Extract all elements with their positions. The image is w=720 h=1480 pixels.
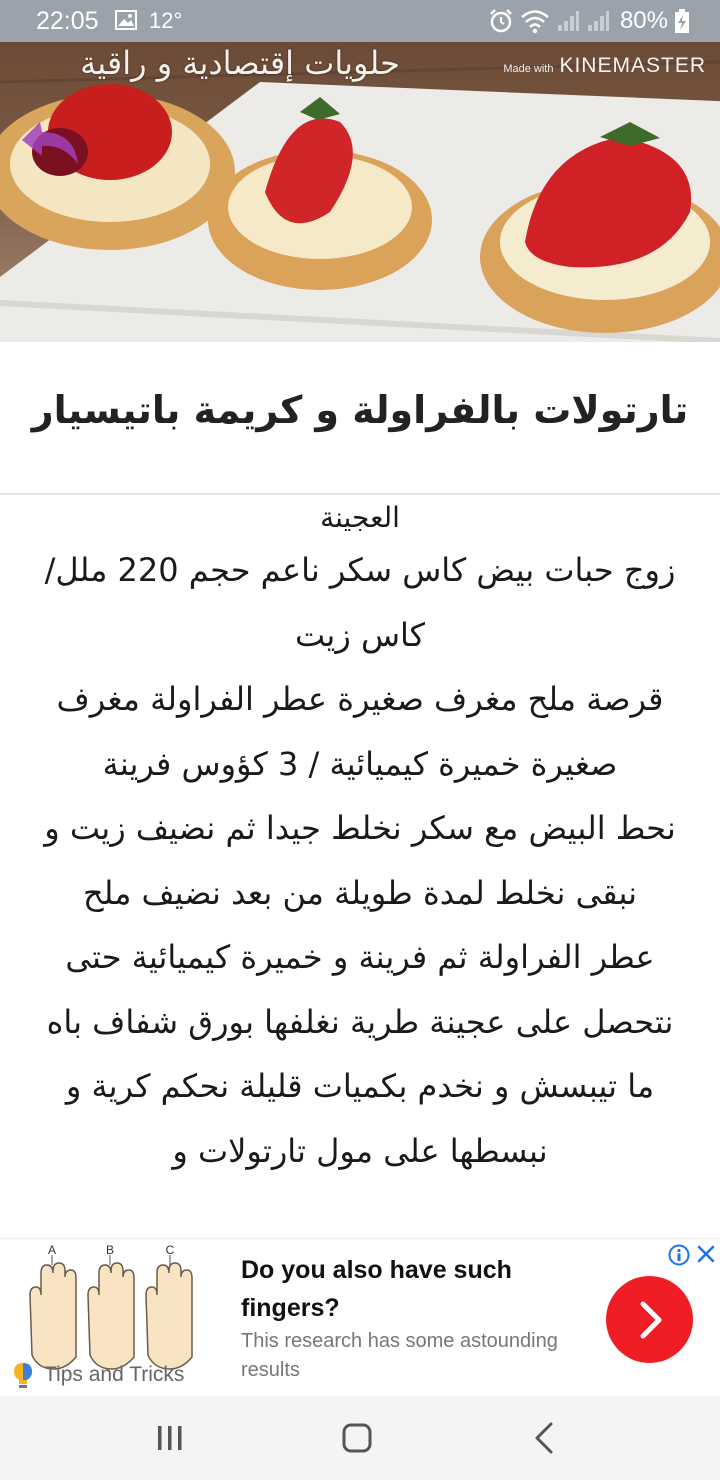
signal-icon — [586, 9, 610, 33]
status-bar — [0, 0, 720, 42]
home-icon[interactable] — [337, 1418, 377, 1458]
watermark — [503, 54, 706, 78]
recipe-paragraph: زوج حبات بيض كاس سكر ناعم حجم 220 ملل/ كاس زيت — [44, 551, 676, 654]
ad-close-icon[interactable] — [696, 1244, 716, 1264]
ad-source[interactable] — [12, 1361, 184, 1389]
ad-next-button[interactable] — [606, 1276, 693, 1363]
hero-illustration — [0, 42, 720, 342]
recipe-paragraph: نحط البيض مع سكر نخلط جيدا ثم نضيف زيت و نبقى نخلط لمدة طويلة من بعد نضيف ملح — [44, 809, 676, 912]
gallery-icon — [115, 10, 137, 30]
ad-info-icon[interactable] — [668, 1244, 690, 1266]
ad-source-label: Tips and Tricks — [44, 1363, 185, 1386]
hero-image — [0, 42, 720, 342]
watermark-prefix: Made with — [503, 63, 554, 75]
recipe-title: تارتولات بالفراولة و كريمة باتيسيار — [31, 388, 689, 432]
alarm-icon — [488, 8, 514, 34]
battery-charging-icon — [674, 8, 690, 34]
status-right-group — [488, 6, 690, 36]
recents-icon[interactable] — [150, 1418, 190, 1458]
ad-image-label: C — [165, 1245, 175, 1257]
ad-image-label: B — [105, 1245, 115, 1257]
section-heading: العجينة — [320, 501, 400, 534]
chevron-right-icon — [633, 1300, 667, 1340]
ad-headline[interactable]: Do you also have such fingers? — [241, 1256, 512, 1322]
navigation-bar — [0, 1396, 720, 1480]
video-overlay-title: حلويات إقتصادية و راقية — [80, 44, 400, 82]
battery-percent: 80% — [619, 7, 668, 34]
recipe-paragraph: قرصة ملح مغرف صغيرة عطر الفراولة مغرف صغيرة خميرة كيميائية / 3 كؤوس فرينة — [56, 680, 664, 783]
wifi-icon — [520, 8, 550, 34]
recipe-paragraph: عطر الفراولة ثم فرينة و خميرة كيميائية حتى نتحصل على عجينة طرية نغلفها بورق شفاف باه ما تيبسش و نخدم بكميات قليلة نحكم كرية و نبسطها على مول تارتولات و — [46, 938, 674, 1170]
ad-description[interactable]: This research has some astounding results — [241, 1330, 558, 1381]
title-divider — [0, 493, 720, 495]
ad-banner[interactable] — [0, 1238, 720, 1397]
watermark-brand: KINEMASTER — [559, 54, 706, 77]
status-time: 22:05 — [36, 7, 99, 35]
back-icon[interactable] — [525, 1418, 565, 1458]
status-temperature: 12° — [149, 8, 183, 33]
recipe-body[interactable] — [40, 498, 680, 1238]
back-arrow-icon[interactable] — [20, 118, 86, 168]
lightbulb-icon — [12, 1361, 34, 1389]
ad-image-label: A — [47, 1245, 57, 1257]
signal-icon — [556, 9, 580, 33]
